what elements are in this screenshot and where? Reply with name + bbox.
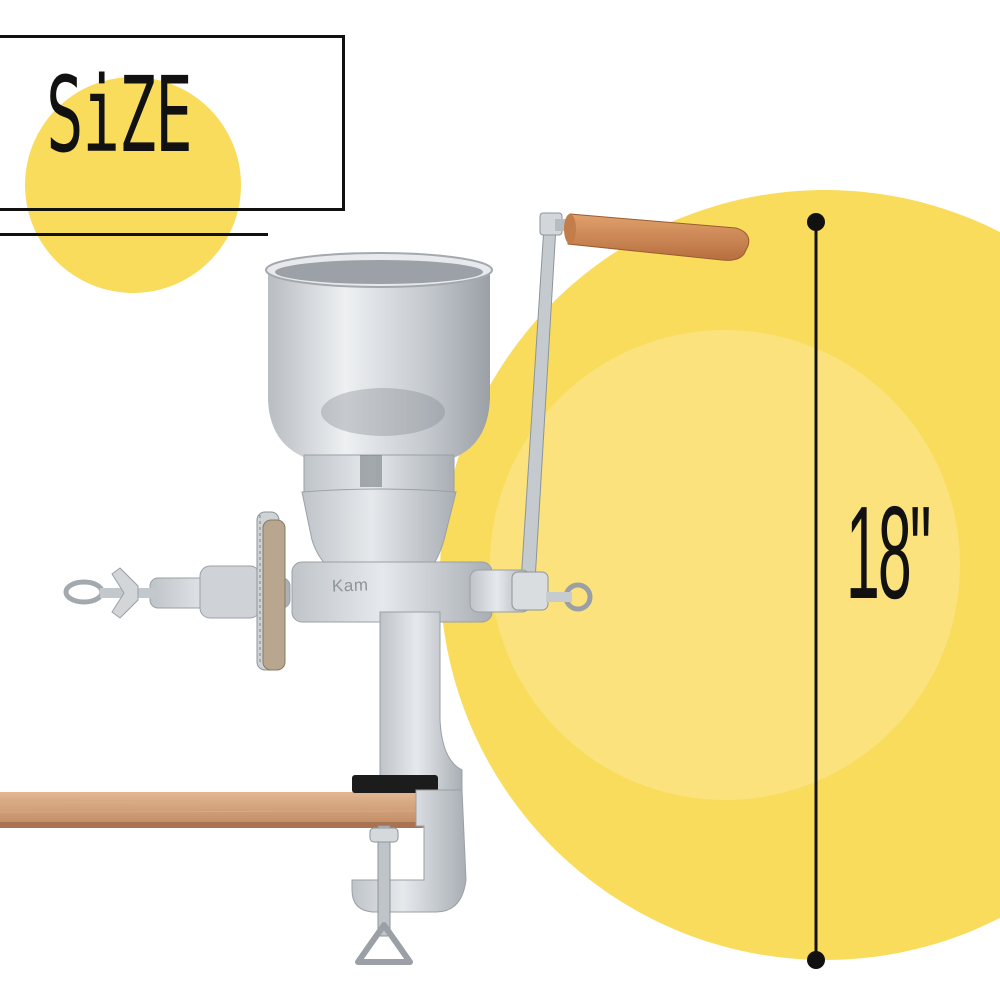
height-label: 18" (846, 479, 930, 626)
page-title: SiZE (46, 54, 192, 176)
dimension-bottom-dot (807, 951, 825, 969)
dimension-top-dot (807, 213, 825, 231)
wooden-table-board (0, 790, 440, 828)
brand-emboss: Kam (331, 575, 369, 596)
title-underline (0, 233, 268, 236)
grinding-plates (257, 512, 285, 670)
adjustment-screw (66, 566, 290, 618)
